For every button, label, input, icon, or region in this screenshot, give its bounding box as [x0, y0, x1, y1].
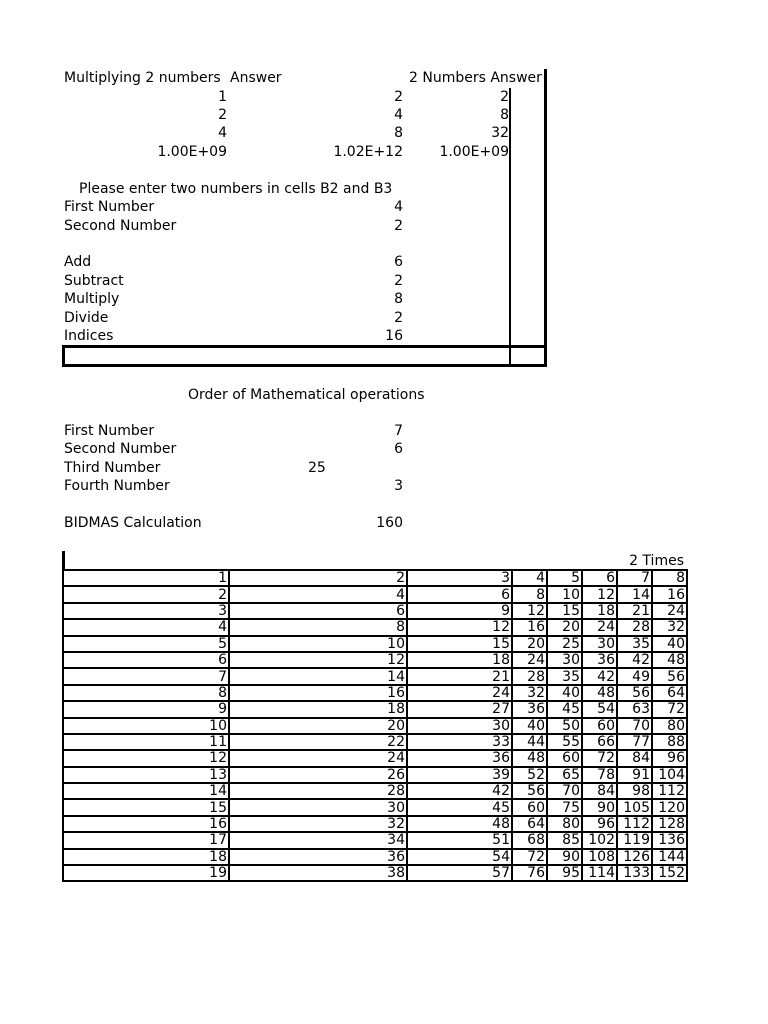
table-cell[interactable]: 76	[512, 865, 547, 881]
table-cell[interactable]: 39	[407, 767, 512, 783]
box-top-border	[62, 345, 547, 348]
table-cell[interactable]: 15	[63, 799, 229, 815]
table-cell[interactable]: 80	[547, 816, 582, 832]
table-cell[interactable]: 90	[547, 849, 582, 865]
times-title: 2 Times	[629, 553, 684, 569]
table-cell[interactable]: 10	[63, 718, 229, 734]
top-row-1-b: 2	[394, 89, 403, 105]
table-row	[63, 849, 687, 865]
table-row	[63, 619, 687, 635]
table-cell[interactable]: 54	[582, 701, 617, 717]
table-cell[interactable]: 60	[547, 750, 582, 766]
table-row	[63, 783, 687, 799]
table-cell[interactable]: 12	[512, 603, 547, 619]
table-cell[interactable]: 104	[652, 767, 687, 783]
table-cell[interactable]: 21	[617, 603, 652, 619]
table-cell[interactable]: 12	[582, 586, 617, 602]
table-cell[interactable]: 24	[582, 619, 617, 635]
table-cell[interactable]: 26	[229, 767, 407, 783]
top-row-2-c: 8	[500, 107, 509, 123]
table-row	[63, 586, 687, 602]
table-cell[interactable]: 4	[229, 586, 407, 602]
top-row-3-b: 8	[394, 125, 403, 141]
column-divider-outer	[544, 69, 547, 367]
order-second-value[interactable]: 6	[394, 441, 403, 457]
table-cell[interactable]: 88	[652, 734, 687, 750]
table-cell[interactable]: 18	[229, 701, 407, 717]
table-cell[interactable]: 72	[652, 701, 687, 717]
table-cell[interactable]: 133	[617, 865, 652, 881]
second-number-value[interactable]: 2	[394, 218, 403, 234]
table-cell[interactable]: 48	[652, 652, 687, 668]
table-cell[interactable]: 18	[582, 603, 617, 619]
table-cell[interactable]: 16	[652, 586, 687, 602]
table-cell[interactable]: 7	[617, 570, 652, 586]
table-cell[interactable]: 4	[63, 619, 229, 635]
table-cell[interactable]: 1	[63, 570, 229, 586]
table-row	[63, 799, 687, 815]
table-cell[interactable]: 30	[407, 718, 512, 734]
table-cell[interactable]: 18	[407, 652, 512, 668]
box-bottom-border	[62, 364, 547, 367]
table-cell[interactable]: 30	[547, 652, 582, 668]
table-cell[interactable]: 2	[229, 570, 407, 586]
top-row-4-a: 1.00E+09	[157, 144, 227, 160]
table-cell[interactable]: 6	[582, 570, 617, 586]
indices-label: Indices	[64, 328, 114, 344]
table-cell[interactable]: 108	[582, 849, 617, 865]
table-cell[interactable]: 63	[617, 701, 652, 717]
table-cell[interactable]: 128	[652, 816, 687, 832]
table-row	[63, 685, 687, 701]
table-cell[interactable]: 60	[512, 799, 547, 815]
top-row-4-c: 1.00E+09	[439, 144, 509, 160]
table-cell[interactable]: 14	[617, 586, 652, 602]
table-cell[interactable]: 119	[617, 832, 652, 848]
subtract-value: 2	[394, 273, 403, 289]
table-cell[interactable]: 25	[547, 636, 582, 652]
top-row-1-c: 2	[500, 89, 509, 105]
table-row	[63, 832, 687, 848]
table-cell[interactable]: 34	[229, 832, 407, 848]
table-cell[interactable]: 12	[407, 619, 512, 635]
table-cell[interactable]: 9	[407, 603, 512, 619]
table-cell[interactable]: 19	[63, 865, 229, 881]
table-cell[interactable]: 16	[512, 619, 547, 635]
table-cell[interactable]: 5	[547, 570, 582, 586]
table-row	[63, 701, 687, 717]
table-row	[63, 652, 687, 668]
table-cell[interactable]: 114	[582, 865, 617, 881]
table-cell[interactable]: 17	[63, 832, 229, 848]
table-cell[interactable]: 60	[582, 718, 617, 734]
table-cell[interactable]: 3	[63, 603, 229, 619]
table-cell[interactable]: 48	[582, 685, 617, 701]
order-fourth-label: Fourth Number	[64, 478, 170, 494]
table-cell[interactable]: 45	[407, 799, 512, 815]
table-cell[interactable]: 126	[617, 849, 652, 865]
table-cell[interactable]: 6	[63, 652, 229, 668]
table-cell[interactable]: 20	[547, 619, 582, 635]
table-cell[interactable]: 85	[547, 832, 582, 848]
table-cell[interactable]: 24	[512, 652, 547, 668]
table-cell[interactable]: 36	[229, 849, 407, 865]
table-cell[interactable]: 30	[582, 636, 617, 652]
table-cell[interactable]: 51	[407, 832, 512, 848]
table-cell[interactable]: 40	[652, 636, 687, 652]
table-cell[interactable]: 70	[547, 783, 582, 799]
table-cell[interactable]: 36	[582, 652, 617, 668]
table-cell[interactable]: 75	[547, 799, 582, 815]
table-cell[interactable]: 84	[582, 783, 617, 799]
table-cell[interactable]: 35	[617, 636, 652, 652]
top-row-3-a: 4	[218, 125, 227, 141]
table-cell[interactable]: 14	[63, 783, 229, 799]
table-cell[interactable]: 77	[617, 734, 652, 750]
bidmas-label: BIDMAS Calculation	[64, 515, 202, 531]
two-numbers-answer-header: 2 Numbers Answer	[409, 70, 542, 86]
table-cell[interactable]: 13	[63, 767, 229, 783]
table-cell[interactable]: 32	[512, 685, 547, 701]
table-row	[63, 603, 687, 619]
table-cell[interactable]: 40	[512, 718, 547, 734]
order-third-value[interactable]: 25	[308, 460, 326, 476]
table-cell[interactable]: 144	[652, 849, 687, 865]
table-cell[interactable]: 45	[547, 701, 582, 717]
table-cell[interactable]: 30	[229, 799, 407, 815]
table-cell[interactable]: 35	[547, 668, 582, 684]
table-cell[interactable]: 10	[547, 586, 582, 602]
table-row	[63, 865, 687, 881]
box-left-border	[62, 345, 65, 367]
first-number-value[interactable]: 4	[394, 199, 403, 215]
table-cell[interactable]: 72	[582, 750, 617, 766]
add-label: Add	[64, 254, 92, 270]
table-cell[interactable]: 8	[63, 685, 229, 701]
table-cell[interactable]: 22	[229, 734, 407, 750]
first-number-label: First Number	[64, 199, 155, 215]
table-cell[interactable]: 2	[63, 586, 229, 602]
table-cell[interactable]: 18	[63, 849, 229, 865]
order-second-label: Second Number	[64, 441, 177, 457]
divide-label: Divide	[64, 310, 109, 326]
top-row-1-a: 1	[218, 89, 227, 105]
table-cell[interactable]: 5	[63, 636, 229, 652]
table-cell[interactable]: 96	[582, 816, 617, 832]
indices-value: 16	[385, 328, 403, 344]
table-row	[63, 636, 687, 652]
table-cell[interactable]: 3	[407, 570, 512, 586]
table-cell[interactable]: 68	[512, 832, 547, 848]
times-table	[62, 569, 688, 882]
column-divider-inner	[509, 88, 511, 366]
table-cell[interactable]: 20	[229, 718, 407, 734]
table-cell[interactable]: 28	[229, 783, 407, 799]
multiply-value: 8	[394, 291, 403, 307]
table-cell[interactable]: 36	[512, 701, 547, 717]
table-cell[interactable]: 84	[617, 750, 652, 766]
table-cell[interactable]: 6	[229, 603, 407, 619]
table-cell[interactable]: 56	[652, 668, 687, 684]
table-cell[interactable]: 15	[407, 636, 512, 652]
order-third-label: Third Number	[64, 460, 161, 476]
table-cell[interactable]: 20	[512, 636, 547, 652]
table-cell[interactable]: 15	[547, 603, 582, 619]
table-cell[interactable]: 14	[229, 668, 407, 684]
table-cell[interactable]: 16	[63, 816, 229, 832]
table-cell[interactable]: 96	[652, 750, 687, 766]
table-cell[interactable]: 9	[63, 701, 229, 717]
table-cell[interactable]: 98	[617, 783, 652, 799]
table-cell[interactable]: 12	[63, 750, 229, 766]
table-cell[interactable]: 38	[229, 865, 407, 881]
table-cell[interactable]: 95	[547, 865, 582, 881]
table-cell[interactable]: 28	[617, 619, 652, 635]
table-cell[interactable]: 10	[229, 636, 407, 652]
multiplying-header: Multiplying 2 numbers	[64, 70, 221, 86]
table-row	[63, 734, 687, 750]
table-cell[interactable]: 136	[652, 832, 687, 848]
table-cell[interactable]: 40	[547, 685, 582, 701]
order-first-label: First Number	[64, 423, 155, 439]
table-cell[interactable]: 55	[547, 734, 582, 750]
table-cell[interactable]: 12	[229, 652, 407, 668]
table-cell[interactable]: 120	[652, 799, 687, 815]
table-cell[interactable]: 42	[617, 652, 652, 668]
table-cell[interactable]: 7	[63, 668, 229, 684]
table-cell[interactable]: 65	[547, 767, 582, 783]
table-cell[interactable]: 57	[407, 865, 512, 881]
add-value: 6	[394, 254, 403, 270]
input-prompt: Please enter two numbers in cells B2 and B3	[79, 181, 393, 197]
table-cell[interactable]: 6	[407, 586, 512, 602]
table-cell[interactable]: 32	[229, 816, 407, 832]
table-cell[interactable]: 36	[407, 750, 512, 766]
table-cell[interactable]: 64	[512, 816, 547, 832]
table-cell[interactable]: 4	[512, 570, 547, 586]
table-cell[interactable]: 16	[229, 685, 407, 701]
table-cell[interactable]: 21	[407, 668, 512, 684]
table-cell[interactable]: 152	[652, 865, 687, 881]
table-cell[interactable]: 42	[582, 668, 617, 684]
table-cell[interactable]: 33	[407, 734, 512, 750]
table-cell[interactable]: 11	[63, 734, 229, 750]
table-cell[interactable]: 112	[652, 783, 687, 799]
table-cell[interactable]: 27	[407, 701, 512, 717]
order-fourth-value[interactable]: 3	[394, 478, 403, 494]
top-row-2-b: 4	[394, 107, 403, 123]
table-cell[interactable]: 78	[582, 767, 617, 783]
table-cell[interactable]: 24	[229, 750, 407, 766]
answer-header: Answer	[230, 70, 282, 86]
table-cell[interactable]: 56	[512, 783, 547, 799]
table-row	[63, 767, 687, 783]
table-cell[interactable]: 90	[582, 799, 617, 815]
table-cell[interactable]: 8	[652, 570, 687, 586]
top-row-3-c: 32	[491, 125, 509, 141]
table-cell[interactable]: 42	[407, 783, 512, 799]
subtract-label: Subtract	[64, 273, 124, 289]
table-cell[interactable]: 70	[617, 718, 652, 734]
table-row	[63, 718, 687, 734]
bidmas-value: 160	[376, 515, 403, 531]
table-row	[63, 816, 687, 832]
table-cell[interactable]: 48	[512, 750, 547, 766]
order-title: Order of Mathematical operations	[188, 387, 425, 403]
times-left-stub	[62, 551, 65, 571]
table-cell[interactable]: 24	[652, 603, 687, 619]
multiply-label: Multiply	[64, 291, 120, 307]
table-row	[63, 750, 687, 766]
table-cell[interactable]: 105	[617, 799, 652, 815]
table-cell[interactable]: 48	[407, 816, 512, 832]
table-row	[63, 668, 687, 684]
table-cell[interactable]: 28	[512, 668, 547, 684]
table-cell[interactable]: 8	[512, 586, 547, 602]
table-cell[interactable]: 56	[617, 685, 652, 701]
table-cell[interactable]: 54	[407, 849, 512, 865]
table-cell[interactable]: 64	[652, 685, 687, 701]
table-cell[interactable]: 8	[229, 619, 407, 635]
second-number-label: Second Number	[64, 218, 177, 234]
table-cell[interactable]: 50	[547, 718, 582, 734]
table-cell[interactable]: 91	[617, 767, 652, 783]
table-cell[interactable]: 44	[512, 734, 547, 750]
table-cell[interactable]: 52	[512, 767, 547, 783]
order-first-value[interactable]: 7	[394, 423, 403, 439]
table-cell[interactable]: 80	[652, 718, 687, 734]
table-cell[interactable]: 112	[617, 816, 652, 832]
table-cell[interactable]: 32	[652, 619, 687, 635]
table-cell[interactable]: 66	[582, 734, 617, 750]
table-cell[interactable]: 72	[512, 849, 547, 865]
table-cell[interactable]: 24	[407, 685, 512, 701]
top-row-4-b: 1.02E+12	[333, 144, 403, 160]
table-cell[interactable]: 49	[617, 668, 652, 684]
divide-value: 2	[394, 310, 403, 326]
table-row	[63, 570, 687, 586]
top-row-2-a: 2	[218, 107, 227, 123]
table-cell[interactable]: 102	[582, 832, 617, 848]
